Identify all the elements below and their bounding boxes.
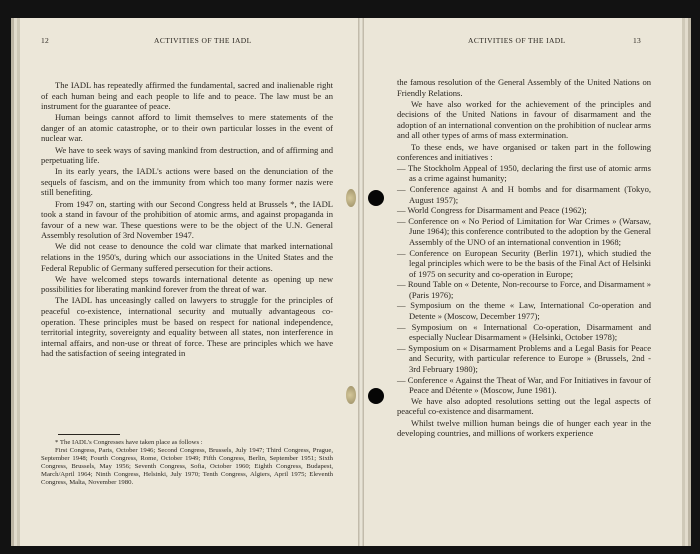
list-item: — World Congress for Disarmament and Peace (1962); (397, 205, 587, 216)
binding-tab (346, 189, 356, 207)
right-page-number: 13 (633, 36, 642, 45)
right-paragraph: We have also adopted resolutions setting out the legal aspects of peaceful co-existence and disarmament. (397, 395, 651, 417)
conference-list (397, 163, 651, 396)
list-item: — Round Table on « Detente, Non-recourse to Force, and Disarmament » (Paris 1976); (397, 279, 651, 300)
binding-hole (368, 388, 384, 404)
book-gutter (358, 18, 364, 546)
left-running-head: ACTIVITIES OF THE IADL (154, 36, 252, 45)
footnote (41, 439, 333, 488)
left-page-number: 12 (41, 36, 50, 45)
left-paragraph: We have welcomed steps towards international detente as opening up new possibilities for liberating mankind forever from the threat of war. (41, 273, 333, 295)
right-running-head: ACTIVITIES OF THE IADL (468, 36, 566, 45)
footnote-intro: * The IADL's Congresses have taken place as follows : (55, 439, 203, 446)
list-item: — Conference on European Security (Berlin 1971), which studied the legal principles which were to be the basis of the Final Act of Helsinki of 1975 on security and co-operation in Europe; (397, 247, 651, 279)
footnote-congress-list: First Congress, Paris, October 1946; Second Congress, Brussels, July 1947; Third Congress, Prague, September 1948; Fourth Congress, Rome, October 1949; Fifth Congress, Berlin, September 1951; Sixth Congress, Brussels, May 1956; Seventh Congress, Sofia, October 1960; Eighth Congress, Budapest, March/April 1964; Ninth Congress, Helsinki, July 1970; Tenth Congress, Algiers, April 1975; Eleventh Congress, Malta, November 1980. (41, 447, 333, 487)
list-item: — Conference « Against the Theat of War, and For Initiatives in favour of Peace and Détente » (Moscow, June 1981). (397, 374, 651, 396)
left-paragraph: The IADL has unceasingly called on lawyers to struggle for the principles of peaceful co-existence, international security and mutually advantageous co-operation. These principles must be based on respect for national independence, territorial integrity, sovereignty and equality between all states, non interference in internal affairs, and non-use or threat of force. These are principles which we have had the satisfaction of seeing integrated in (41, 295, 333, 359)
left-paragraph: Human beings cannot afford to limit themselves to mere statements of the danger of an atomic catastrophe, or to their own particular losses in the event of nuclear war. (41, 112, 333, 144)
right-paragraph: We have also worked for the achievement of the principles and decisions of the United Nations in favour of disarmament and the adoption of an international convention on the prohibition of nuclear arms and all other types of arms of mass extermination. (397, 98, 651, 141)
list-item: — Conference on « No Period of Limitation for War Crimes » (Warsaw, June 1964); this conference contributed to the adoption by the General Assembly of the UNO of an international convention in 1968; (397, 215, 651, 247)
list-item: — Symposium on « Disarmament Problems and a Legal Basis for Peace and Security, with particular reference to Europe » (Brussels, 2nd - 3rd February 1980); (397, 342, 651, 375)
right-paragraph: Whilst twelve million human beings die of hunger each year in the developing countries, and millions of workers experience (397, 417, 651, 439)
right-paragraph: To these ends, we have organised or taken part in the following conferences and initiatives : (397, 141, 651, 163)
list-item: — Conference against A and H bombs and for disarmament (Tokyo, August 1957); (397, 183, 651, 205)
list-item: — The Stockholm Appeal of 1950, declaring the first use of atomic arms as a crime against humanity; (397, 162, 651, 184)
right-body-text (397, 77, 651, 439)
list-item: — Symposium on « International Co-operation, Disarmament and especially Nuclear Disarmament » (Helsinki, October 1978); (397, 321, 651, 343)
left-body-text (41, 80, 333, 359)
binding-tab (346, 386, 356, 404)
left-paragraph: We did not cease to denounce the cold war climate that marked international relations in the 1950's, during which our associations in the United States and the Federal Republic of Germany suffered persecution for their actions. (41, 241, 333, 273)
left-paragraph: The IADL has repeatedly affirmed the fundamental, sacred and inalienable right of each human being and each people to life and to peace. The law must be an instrument for the guarantee of peace. (41, 80, 333, 112)
binding-hole (368, 190, 384, 206)
left-paragraph: From 1947 on, starting with our Second Congress held at Brussels *, the IADL took a stand in favour of the prohibition of atomic arms, and against propaganda in favour of a new war. These questions were to be the object of the U.N. General Assembly resolution of 3rd November 1947. (41, 198, 333, 241)
right-paragraph: the famous resolution of the General Assembly of the United Nations on Friendly Relations. (397, 77, 651, 98)
left-paragraph: In its early years, the IADL's actions were based on the denunciation of the sequels of fascism, and on the immunity from which too many former nazis were still benefiting. (41, 166, 333, 198)
list-item: — Symposium on the theme « Law, International Co-operation and Detente » (Moscow, December 1977); (397, 300, 651, 322)
footnote-rule (58, 434, 120, 435)
left-paragraph: We have to seek ways of saving mankind from destruction, and of affirming and perpetuating life. (41, 144, 333, 166)
